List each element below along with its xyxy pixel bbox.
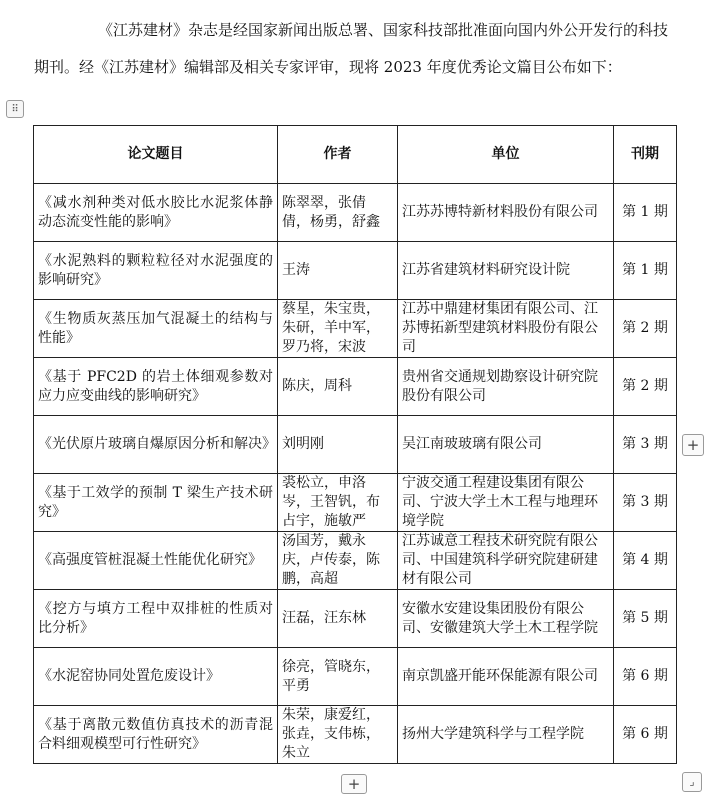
header-issue: 刊期	[614, 126, 677, 184]
table-row	[34, 300, 677, 358]
table-resize-handle[interactable]	[682, 772, 702, 792]
table-row	[34, 184, 677, 242]
add-row-button[interactable]	[341, 774, 367, 794]
paper-issue: 第 2 期	[614, 358, 677, 416]
paper-author: 汤国芳，戴永庆，卢传泰，陈鹏，高超	[278, 532, 398, 590]
paper-title: 《水泥窑协同处置危废设计》	[34, 648, 278, 706]
table-move-handle[interactable]	[6, 100, 24, 118]
table-row	[34, 590, 677, 648]
paper-issue: 第 6 期	[614, 648, 677, 706]
plus-icon: +	[686, 436, 700, 454]
paper-unit: 江苏苏博特新材料股份有限公司	[398, 184, 614, 242]
paper-title: 《基于 PFC2D 的岩土体细观参数对应力应变曲线的影响研究》	[34, 358, 278, 416]
move-table-icon: ⠿	[11, 104, 19, 115]
table-row	[34, 358, 677, 416]
paper-author: 朱荣，康爱红，张垚，支伟栋，朱立	[278, 706, 398, 764]
paper-title: 《减水剂种类对低水胶比水泥浆体静动态流变性能的影响》	[34, 184, 278, 242]
paper-author: 陈庆，周科	[278, 358, 398, 416]
intro-paragraph	[34, 12, 674, 86]
paper-unit: 宁波交通工程建设集团有限公司、宁波大学土木工程与地理环境学院	[398, 474, 614, 532]
table-row	[34, 242, 677, 300]
paper-unit: 扬州大学建筑科学与工程学院	[398, 706, 614, 764]
paper-unit: 吴江南玻玻璃有限公司	[398, 416, 614, 474]
paper-author: 刘明刚	[278, 416, 398, 474]
paper-title: 《生物质灰蒸压加气混凝土的结构与性能》	[34, 300, 278, 358]
paper-unit: 江苏中鼎建材集团有限公司、江苏博拓新型建筑材料股份有限公司	[398, 300, 614, 358]
table-row	[34, 416, 677, 474]
table-row	[34, 648, 677, 706]
intro-text: 《江苏建材》杂志是经国家新闻出版总署、国家科技部批准面向国内外公开发行的科技期刊。经《江苏建材》编辑部及相关专家评审，现将 2023 年度优秀论文篇目公布如下：	[34, 21, 669, 76]
paper-issue: 第 1 期	[614, 184, 677, 242]
paper-issue: 第 3 期	[614, 416, 677, 474]
paper-unit: 安徽水安建设集团股份有限公司、安徽建筑大学土木工程学院	[398, 590, 614, 648]
header-author: 作者	[278, 126, 398, 184]
paper-title: 《水泥熟料的颗粒粒径对水泥强度的影响研究》	[34, 242, 278, 300]
paper-title: 《基于工效学的预制 T 梁生产技术研究》	[34, 474, 278, 532]
paper-issue: 第 4 期	[614, 532, 677, 590]
paper-unit: 南京凯盛开能环保能源有限公司	[398, 648, 614, 706]
paper-issue: 第 2 期	[614, 300, 677, 358]
paper-unit: 江苏省建筑材料研究设计院	[398, 242, 614, 300]
paper-title: 《基于离散元数值仿真技术的沥青混合料细观模型可行性研究》	[34, 706, 278, 764]
paper-issue: 第 1 期	[614, 242, 677, 300]
paper-author: 徐亮，管晓东，平勇	[278, 648, 398, 706]
table-row	[34, 474, 677, 532]
add-column-button[interactable]	[682, 434, 704, 456]
papers-table	[33, 125, 677, 764]
header-title: 论文题目	[34, 126, 278, 184]
table-header-row	[34, 126, 677, 184]
paper-unit: 江苏诚意工程技术研究院有限公司、中国建筑科学研究院建研建材有限公司	[398, 532, 614, 590]
paper-issue: 第 6 期	[614, 706, 677, 764]
paper-author: 蔡星，朱宝贵，朱研，羊中军，罗乃将，宋波	[278, 300, 398, 358]
paper-title: 《高强度管桩混凝土性能优化研究》	[34, 532, 278, 590]
paper-unit: 贵州省交通规划勘察设计研究院股份有限公司	[398, 358, 614, 416]
paper-author: 王涛	[278, 242, 398, 300]
table-row	[34, 532, 677, 590]
paper-issue: 第 5 期	[614, 590, 677, 648]
plus-icon: +	[347, 775, 361, 793]
paper-author: 汪磊，汪东林	[278, 590, 398, 648]
table-row	[34, 706, 677, 764]
header-unit: 单位	[398, 126, 614, 184]
resize-icon: ⌟	[689, 775, 695, 788]
paper-author: 陈翠翠，张倩倩，杨勇，舒鑫	[278, 184, 398, 242]
paper-title: 《挖方与填方工程中双排桩的性质对比分析》	[34, 590, 278, 648]
paper-title: 《光伏原片玻璃自爆原因分析和解决》	[34, 416, 278, 474]
paper-author: 裘松立，申洛岑，王智钒，布占宇，施敏严	[278, 474, 398, 532]
paper-issue: 第 3 期	[614, 474, 677, 532]
